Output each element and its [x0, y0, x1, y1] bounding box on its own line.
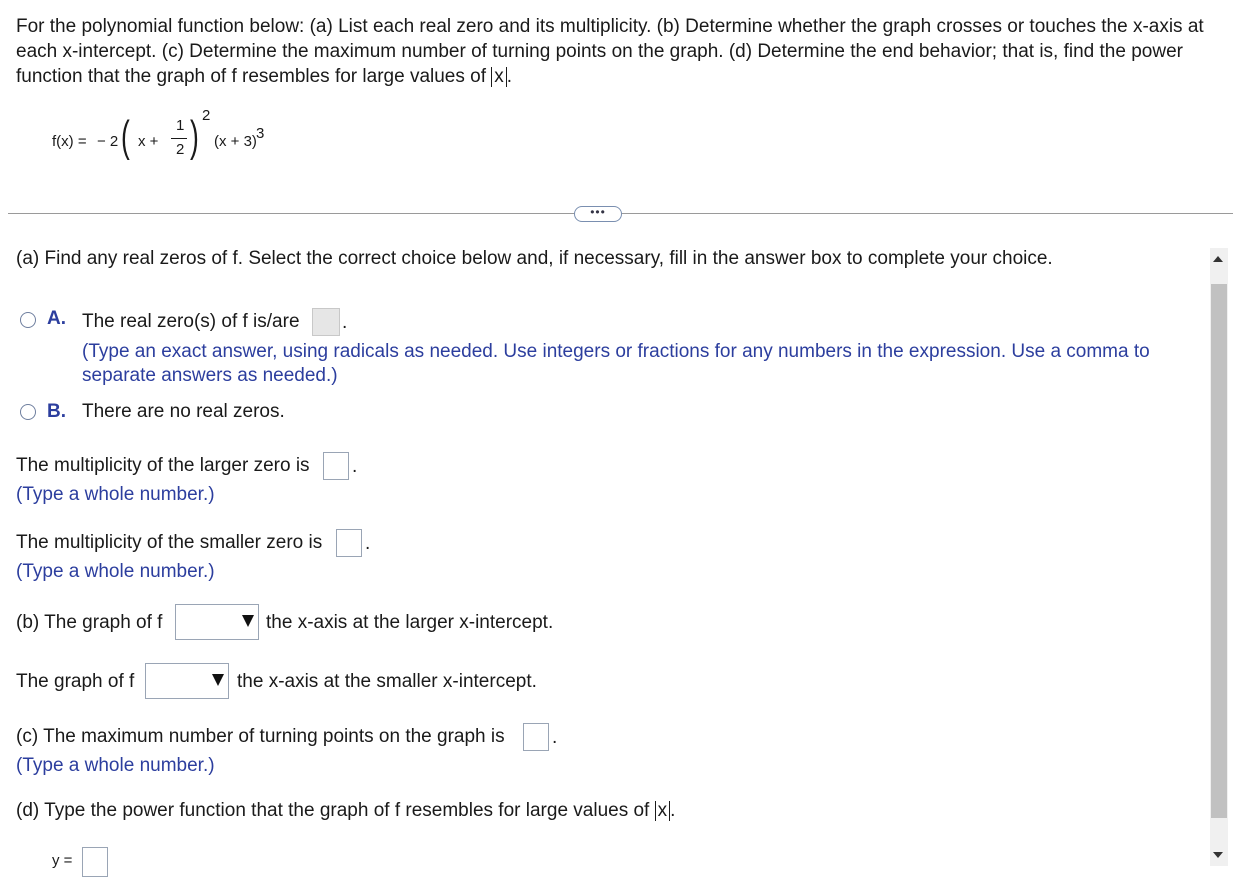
part-c-hint: (Type a whole number.) — [16, 755, 215, 776]
abs-value-x: x — [491, 67, 507, 87]
multiplicity-smaller-input[interactable] — [336, 529, 362, 557]
question-text — [16, 14, 1216, 89]
choice-b-radio[interactable] — [20, 404, 36, 420]
part-b-line1-text: the x-axis at the larger x-intercept. — [266, 612, 554, 633]
formula-open-paren: ( — [121, 112, 130, 161]
formula-fraction-bar — [171, 138, 187, 139]
part-c-period: . — [552, 727, 558, 748]
choice-a-radio[interactable] — [20, 312, 36, 328]
turning-points-input[interactable] — [523, 723, 549, 751]
part-d-prefix: (d) Type the power function that the graph of f resembles for large values of — [16, 800, 655, 821]
choice-b-letter: B. — [47, 401, 66, 422]
part-b-line2-label: The graph of f — [16, 671, 135, 692]
multiplicity-smaller-label: The multiplicity of the smaller zero is — [16, 532, 323, 553]
part-c-label: (c) The maximum number of turning points on the graph is — [16, 726, 505, 747]
choice-a-period: . — [342, 312, 348, 333]
real-zeros-input[interactable] — [312, 308, 340, 336]
multiplicity-larger-input[interactable] — [323, 452, 349, 480]
smaller-intercept-dropdown[interactable] — [145, 663, 229, 699]
chevron-down-icon — [212, 674, 224, 686]
choice-a-text: The real zero(s) of f is/are — [82, 311, 300, 332]
formula-inner: x + — [138, 133, 159, 150]
part-b-line1-label: (b) The graph of f — [16, 612, 163, 633]
part-b-line2-text: the x-axis at the smaller x-intercept. — [237, 671, 537, 692]
expand-button[interactable]: ••• — [574, 206, 622, 222]
choice-a-letter: A. — [47, 308, 66, 329]
scrollbar-thumb[interactable] — [1211, 284, 1227, 818]
multiplicity-larger-period: . — [352, 456, 358, 477]
multiplicity-larger-hint: (Type a whole number.) — [16, 484, 215, 505]
formula-exponent-2: 3 — [256, 125, 265, 142]
multiplicity-smaller-period: . — [365, 533, 371, 554]
multiplicity-larger-label: The multiplicity of the larger zero is — [16, 455, 310, 476]
question-suffix: . — [506, 66, 513, 87]
part-d-abs-x: x — [655, 801, 671, 821]
formula-factor-2: (x + 3) — [214, 133, 257, 150]
formula-lhs: f(x) = — [52, 133, 87, 150]
part-a-prompt: (a) Find any real zeros of f. Select the correct choice below and, if necessary, fill in the answer box to complete your choice. — [16, 248, 1053, 269]
formula-coefficient: − 2 — [97, 133, 119, 150]
choice-b-text: There are no real zeros. — [82, 401, 285, 422]
power-function-input[interactable] — [82, 847, 108, 877]
formula-exponent-1: 2 — [202, 107, 211, 124]
formula-close-paren: ) — [190, 112, 199, 161]
formula-fraction-numerator: 1 — [176, 117, 185, 134]
part-d-prompt — [16, 800, 675, 822]
chevron-down-icon — [242, 615, 254, 627]
question-prefix: For the polynomial function below: (a) List each real zero and its multiplicity. (b) Determine whether the graph crosses or touches the x-axis at each x-intercept. (c) Determine the maximum number of turning points on the graph. (d) Determine the end behavior; that is, find the power function that the graph of f resembles for large values of — [16, 16, 1204, 87]
formula-fraction-denominator: 2 — [176, 141, 185, 158]
scroll-up-icon[interactable] — [1213, 256, 1223, 262]
y-label: y = — [52, 852, 73, 869]
multiplicity-smaller-hint: (Type a whole number.) — [16, 561, 215, 582]
part-d-suffix: . — [670, 800, 676, 821]
choice-a-hint: (Type an exact answer, using radicals as needed. Use integers or fractions for any numbers in the expression. Use a comma to separate answers as needed.) — [82, 341, 1150, 386]
larger-intercept-dropdown[interactable] — [175, 604, 259, 640]
scroll-down-icon[interactable] — [1213, 852, 1223, 858]
